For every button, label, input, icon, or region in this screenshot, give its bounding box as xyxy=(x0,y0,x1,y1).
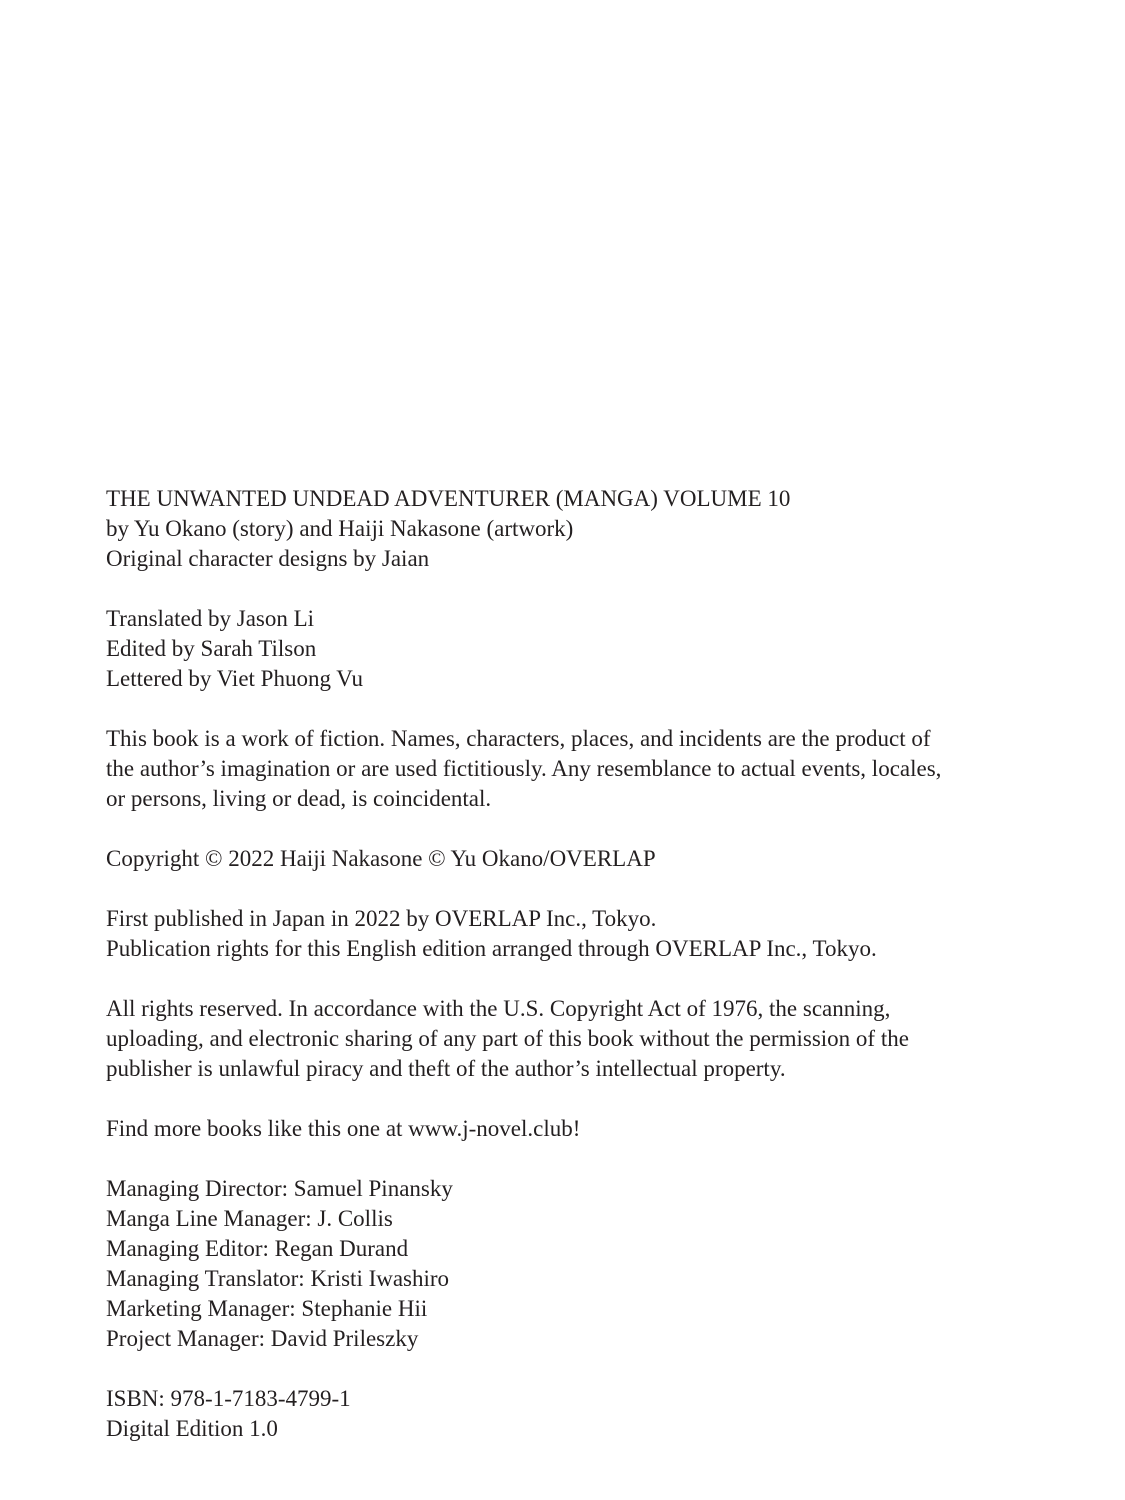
managing-editor-line: Managing Editor: Regan Durand xyxy=(106,1236,409,1261)
editor-line: Edited by Sarah Tilson xyxy=(106,636,317,661)
character-designs-line: Original character designs by Jaian xyxy=(106,546,430,571)
copyright-section xyxy=(106,844,1066,874)
manga-line-manager-line: Manga Line Manager: J. Collis xyxy=(106,1206,393,1231)
management-section xyxy=(106,1174,1066,1354)
rights-notice xyxy=(106,994,1066,1084)
website-section xyxy=(106,1114,1066,1144)
digital-edition-line: Digital Edition 1.0 xyxy=(106,1416,278,1441)
managing-translator-line: Managing Translator: Kristi Iwashiro xyxy=(106,1266,450,1291)
letterer-line: Lettered by Viet Phuong Vu xyxy=(106,666,364,691)
copyright-page xyxy=(106,484,1066,1444)
first-published-line: First published in Japan in 2022 by OVERLAP Inc., Tokyo. xyxy=(106,906,657,931)
authors-line: by Yu Okano (story) and Haiji Nakasone (artwork) xyxy=(106,516,574,541)
credits-section xyxy=(106,484,1066,574)
rights-notice-line: publisher is unlawful piracy and theft of the author’s intellectual property. xyxy=(106,1056,786,1081)
publication-section xyxy=(106,904,1066,964)
isbn-line: ISBN: 978-1-7183-4799-1 xyxy=(106,1386,351,1411)
edition-section xyxy=(106,1384,1066,1444)
book-title: THE UNWANTED UNDEAD ADVENTURER (MANGA) VOLUME 10 xyxy=(106,486,791,511)
translator-line: Translated by Jason Li xyxy=(106,606,315,631)
marketing-manager-line: Marketing Manager: Stephanie Hii xyxy=(106,1296,428,1321)
fiction-notice-line: This book is a work of fiction. Names, characters, places, and incidents are the product of xyxy=(106,726,931,751)
project-manager-line: Project Manager: David Prileszky xyxy=(106,1326,419,1351)
rights-notice-line: All rights reserved. In accordance with the U.S. Copyright Act of 1976, the scanning, xyxy=(106,996,891,1021)
publication-rights-line: Publication rights for this English edition arranged through OVERLAP Inc., Tokyo. xyxy=(106,936,877,961)
managing-director-line: Managing Director: Samuel Pinansky xyxy=(106,1176,453,1201)
fiction-notice-line: or persons, living or dead, is coincidental. xyxy=(106,786,492,811)
fiction-notice xyxy=(106,724,1066,814)
copyright-line: Copyright © 2022 Haiji Nakasone © Yu Okano/OVERLAP xyxy=(106,846,656,871)
rights-notice-line: uploading, and electronic sharing of any part of this book without the permission of the xyxy=(106,1026,909,1051)
staff-section xyxy=(106,604,1066,694)
fiction-notice-line: the author’s imagination or are used fictitiously. Any resemblance to actual events, locales, xyxy=(106,756,942,781)
website-line: Find more books like this one at www.j-novel.club! xyxy=(106,1116,581,1141)
